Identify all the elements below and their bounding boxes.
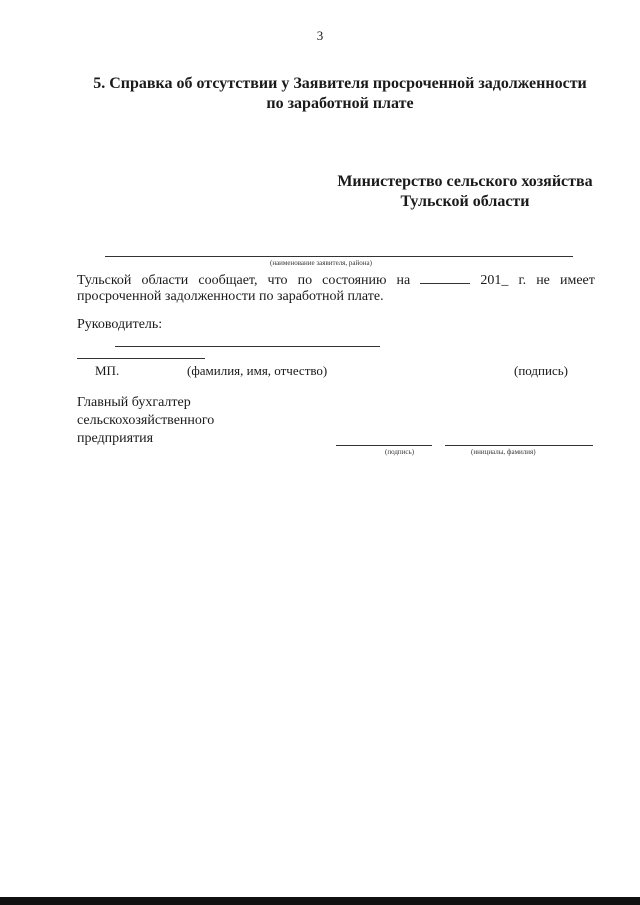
statement-word: что xyxy=(267,273,288,288)
accountant-name-caption: (инициалы, фамилия) xyxy=(471,448,536,456)
accountant-line-3: предприятия xyxy=(77,431,154,446)
title-line-1: 5. Справка об отсутствии у Заявителя просроченной задолженности xyxy=(93,75,587,92)
accountant-signature-line xyxy=(336,445,432,446)
mp-line xyxy=(77,358,205,359)
statement-word: по xyxy=(297,273,313,288)
statement-word: области xyxy=(141,273,189,288)
head-name-caption: (фамилия, имя, отчество) xyxy=(187,363,328,378)
statement-word: Тульской xyxy=(77,273,132,288)
applicant-name-line xyxy=(105,256,573,257)
accountant-signature-caption: (подпись) xyxy=(385,448,415,456)
head-name-line xyxy=(115,346,380,347)
mp-label: МП. xyxy=(95,363,120,378)
title-line-2: по заработной плате xyxy=(266,95,414,112)
accountant-line-2: сельскохозяйственного xyxy=(77,413,215,428)
date-blank xyxy=(420,271,470,284)
statement-word: на xyxy=(396,273,411,288)
statement-word: состоянию xyxy=(322,273,387,288)
accountant-line-1: Главный бухгалтер xyxy=(77,395,191,410)
statement-line-2: просроченной задолженности по заработной плате. xyxy=(77,289,384,304)
scan-bottom-edge xyxy=(0,897,640,905)
head-signature-caption: (подпись) xyxy=(514,363,568,378)
addressee-line-2: Тульской области xyxy=(400,193,530,210)
statement-word: не xyxy=(536,273,550,288)
statement-word: г. xyxy=(518,273,527,288)
addressee-line-1: Министерство сельского хозяйства xyxy=(337,173,593,190)
applicant-caption: (наименование заявителя, района) xyxy=(270,259,372,267)
document-title xyxy=(60,74,620,114)
statement-word: имеет xyxy=(559,273,595,288)
addressee-block xyxy=(330,172,600,212)
head-label: Руководитель: xyxy=(77,317,163,332)
page-number: 3 xyxy=(316,28,324,43)
statement-year: 201_ xyxy=(480,273,509,288)
statement-word: сообщает, xyxy=(198,273,258,288)
accountant-name-line xyxy=(445,445,593,446)
